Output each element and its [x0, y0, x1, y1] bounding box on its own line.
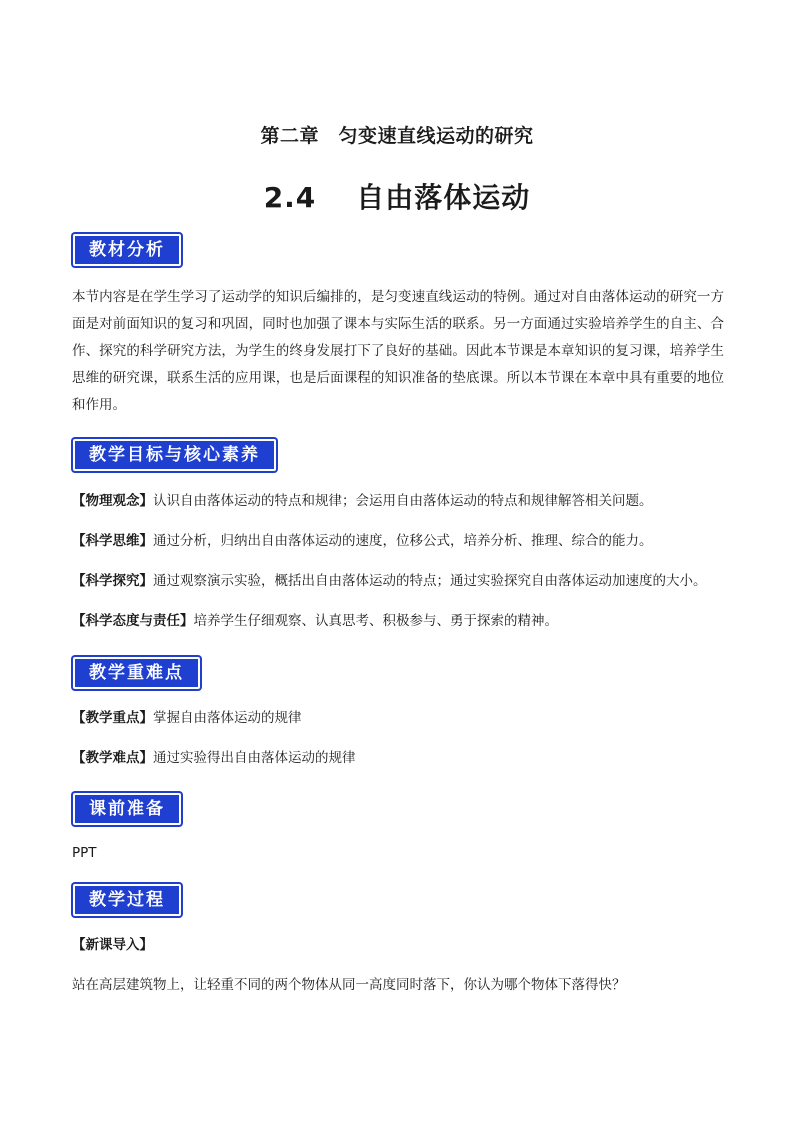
key-point-text: 掌握自由落体运动的规律	[153, 710, 302, 726]
key-point-text: 通过实验得出自由落体运动的规律	[153, 750, 356, 766]
objective-text: 培养学生仔细观察、认真思考、积极参与、勇于探索的精神。	[193, 613, 558, 629]
section-heading-objectives: 教学目标与核心素养	[73, 439, 276, 471]
key-point-item	[72, 748, 732, 768]
objective-tag: 【科学态度与责任】	[72, 613, 194, 629]
key-point-tag: 【教学重点】	[72, 710, 153, 726]
section-heading-analysis: 教材分析	[73, 234, 181, 266]
section-heading-process: 教学过程	[73, 884, 181, 916]
chapter-title: 第二章 匀变速直线运动的研究	[260, 125, 534, 147]
objective-text: 认识自由落体运动的特点和规律；会运用自由落体运动的特点和规律解答相关问题。	[153, 493, 653, 509]
objective-item	[72, 531, 732, 551]
objective-tag: 【物理观念】	[72, 493, 153, 509]
objective-item	[72, 611, 732, 631]
lesson-title: 自由落体运动	[356, 181, 531, 214]
objective-tag: 【科学探究】	[72, 573, 153, 589]
lesson-number: 2.4	[263, 181, 317, 214]
key-point-tag: 【教学难点】	[72, 750, 153, 766]
objective-item	[72, 491, 732, 511]
objective-text: 通过观察演示实验，概括出自由落体运动的特点；通过实验探究自由落体运动加速度的大小。	[153, 573, 707, 589]
objective-text: 通过分析，归纳出自由落体运动的速度，位移公式，培养分析、推理、综合的能力。	[153, 533, 653, 549]
objective-item	[72, 571, 732, 591]
objective-tag: 【科学思维】	[72, 533, 153, 549]
section-heading-preparation: 课前准备	[73, 793, 181, 825]
process-text: 站在高层建筑物上，让轻重不同的两个物体从同一高度同时落下，你认为哪个物体下落得快？	[72, 977, 626, 993]
analysis-paragraph: 本节内容是在学生学习了运动学的知识后编排的，是匀变速直线运动的特例。通过对自由落体运动的研究一方面是对前面知识的复习和巩固，同时也加强了课本与实际生活的联系。另一方面通过实验培养学生的自主、合作、探究的科学研究方法，为学生的终身发展打下了良好的基础。因此本节课是本章知识的复习课，培养学生思维的研究课，联系生活的应用课，也是后面课程的知识准备的垫底课。所以本节课在本章中具有重要的地位和作用。	[72, 289, 724, 413]
lesson-heading	[0, 176, 794, 216]
key-point-item	[72, 708, 732, 728]
preparation-text: PPT	[72, 845, 97, 861]
section-heading-key-points: 教学重难点	[73, 657, 200, 689]
process-subheading: 【新课导入】	[72, 937, 153, 953]
